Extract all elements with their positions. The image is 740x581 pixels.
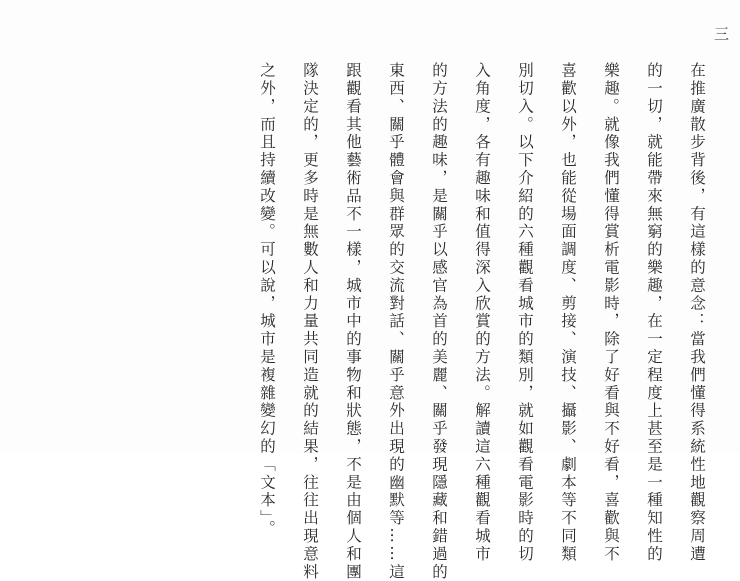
text-column-2: 的一切，就能帶來無窮的樂趣，在一定程度上甚至是一種知性的 [645, 62, 663, 564]
text-column-11: 之外，而且持續改變。可以說，城市是複雜變幻的「文本」。 [258, 62, 276, 538]
text-column-9: 跟觀看其他藝術品不一樣，城市中的事物和狀態，不是由個人和團 [344, 62, 362, 581]
page-number: 三 [712, 26, 730, 41]
text-column-3: 樂趣。就像我們懂得賞析電影時，除了好看與不好看，喜歡與不 [602, 62, 620, 564]
body-text [245, 62, 718, 581]
text-column-1: 在推廣散步背後，有這樣的意念：當我們懂得系統性地觀察周遭 [688, 62, 706, 564]
text-column-6: 入角度，各有趣味和值得深入欣賞的方法。解讀這六種觀看城市 [473, 62, 491, 564]
text-column-7: 的方法的趣味，是關乎以感官為首的美麗、關乎發現隱藏和錯過的 [430, 62, 448, 581]
text-column-5: 別切入。以下介紹的六種觀看城市的類別，就如觀看電影時的切 [516, 62, 534, 564]
text-column-10: 隊決定的，更多時是無數人和力量共同造就的結果，往往出現意料 [301, 62, 319, 581]
text-column-8: 東西、關乎體會與群眾的交流對話、關乎意外出現的幽默等……這 [387, 62, 405, 581]
text-column-4: 喜歡以外，也能從場面調度、剪接、演技、攝影、劇本等不同類 [559, 62, 577, 564]
